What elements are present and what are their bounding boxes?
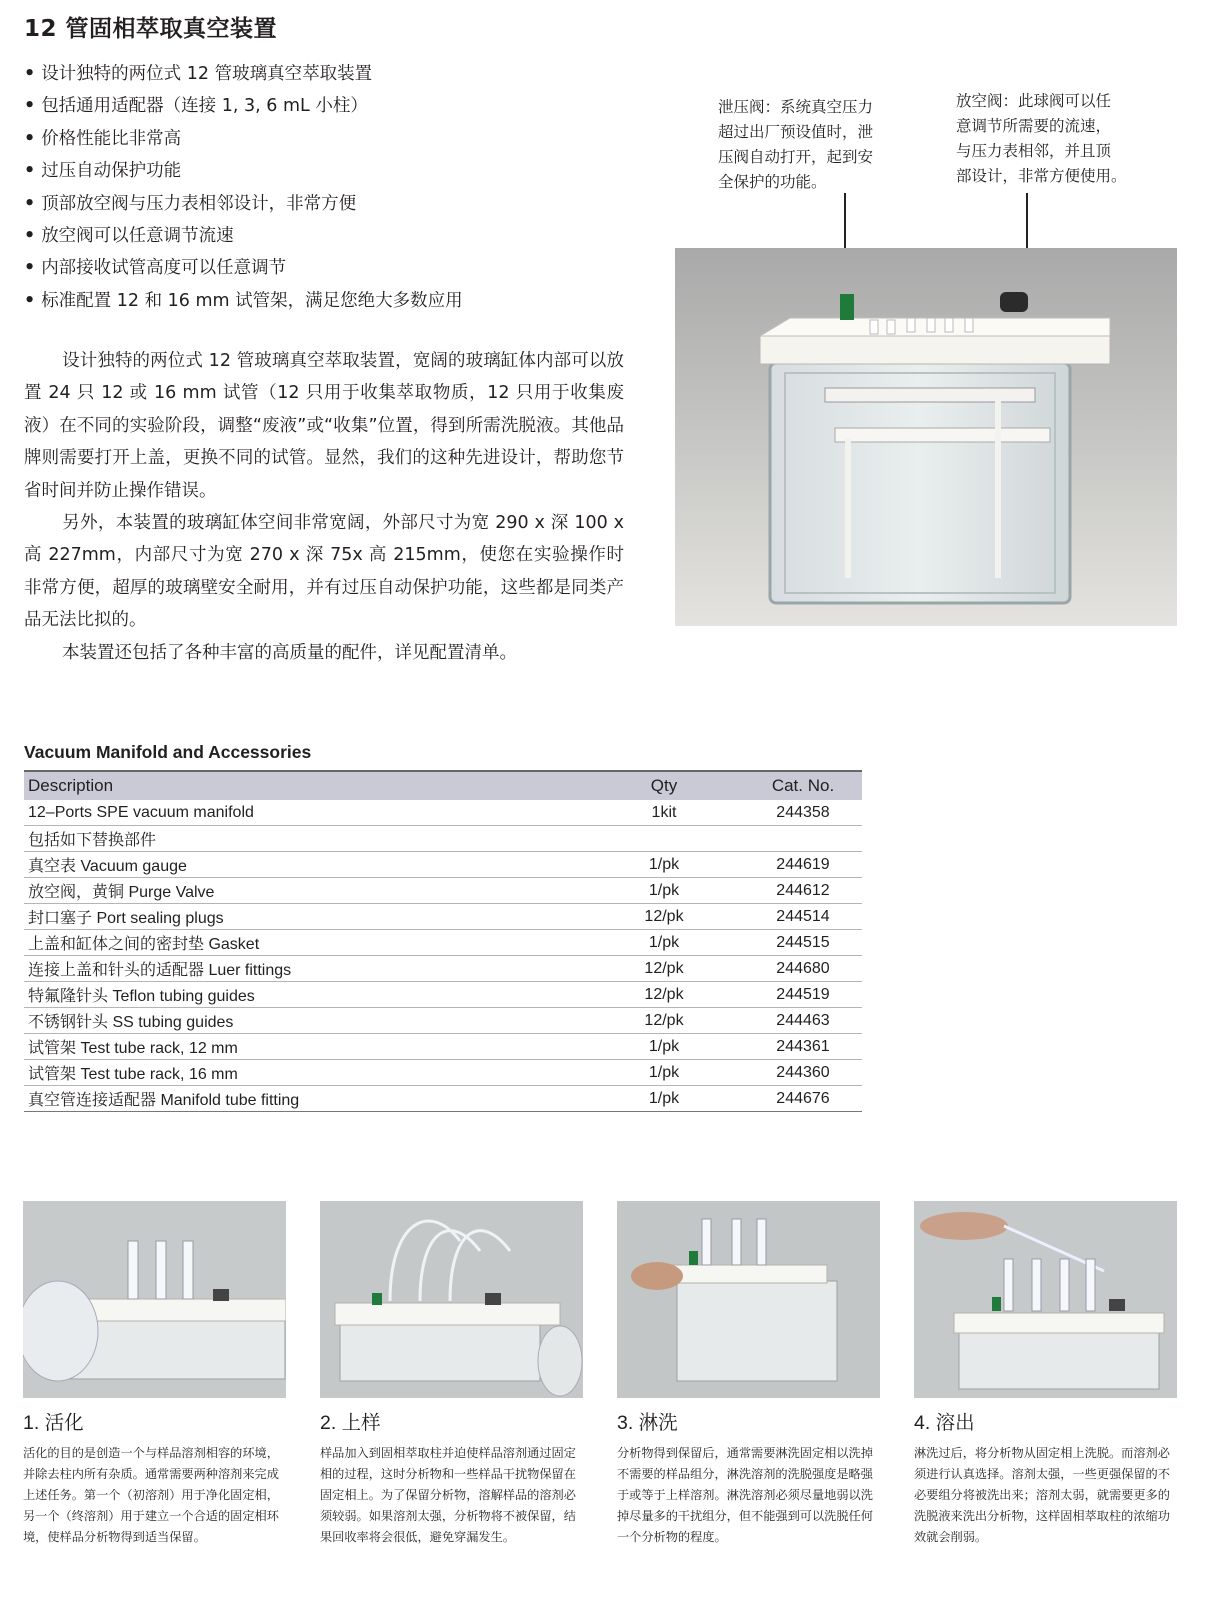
cell-desc: 不锈钢针头 SS tubing guides (24, 1008, 584, 1034)
cell-cat: 244676 (744, 1086, 862, 1112)
cell-desc: 连接上盖和针头的适配器 Luer fittings (24, 956, 584, 982)
feature-item: • 内部接收试管高度可以任意调节 (24, 252, 463, 284)
step-activation (23, 1407, 289, 1548)
cell-desc: 试管架 Test tube rack, 12 mm (24, 1034, 584, 1060)
cell-desc: 真空管连接适配器 Manifold tube fitting (24, 1086, 584, 1112)
callout-line: 超过出厂预设值时，泄 (718, 123, 874, 141)
step-line: 淋洗过后，将分析物从固定相上洗脱。而溶剂必 (914, 1446, 1170, 1460)
step-line: 不需要的样品组分，淋洗溶剂的洗脱强度是略强 (617, 1467, 873, 1481)
table-row (24, 1060, 862, 1086)
table-row (24, 956, 862, 982)
step-title: 2. 上样 (320, 1412, 381, 1434)
header-qty: Qty (584, 771, 744, 800)
step-photo-washing (617, 1201, 880, 1398)
cell-cat: 244519 (744, 982, 862, 1008)
cell-cat: 244514 (744, 904, 862, 930)
feature-item: • 价格性能比非常高 (24, 123, 463, 155)
cell-cat: 244680 (744, 956, 862, 982)
step-desc (320, 1443, 586, 1548)
table-row (24, 800, 862, 826)
table-row (24, 1086, 862, 1112)
feature-item: • 包括通用适配器（连接 1, 3, 6 mL 小柱） (24, 90, 463, 122)
step-line: 上述任务。第一个（初溶剂）用于净化固定相， (23, 1488, 279, 1502)
step-desc (914, 1443, 1180, 1548)
step-line: 境，使样品分析物得到适当保留。 (23, 1530, 206, 1544)
callout-line: 部设计，非常方便使用。 (956, 167, 1127, 185)
callout-line: 泄压阀：系统真空压力 (718, 98, 874, 116)
cell-qty: 1/pk (584, 1060, 744, 1086)
dimension-paragraph (24, 507, 624, 637)
cell-qty: 1/pk (584, 1034, 744, 1060)
table-row (24, 904, 862, 930)
relief-valve-callout (718, 95, 873, 195)
paragraph-text: 本装置还包括了各种丰富的高质量的配件，详见配置清单。 (62, 643, 517, 663)
feature-item: • 顶部放空阀与压力表相邻设计，非常方便 (24, 188, 463, 220)
step-line: 另一个（终溶剂）用于建立一个合适的固定相环 (23, 1509, 279, 1523)
accessory-note-paragraph (24, 637, 624, 669)
step-line: 效就会削弱。 (914, 1530, 988, 1544)
table-row (24, 852, 862, 878)
page-title: 12 管固相萃取真空装置 (24, 16, 278, 42)
step-desc (617, 1443, 883, 1548)
cell-qty (584, 826, 744, 852)
table-row (24, 878, 862, 904)
table-row (24, 1008, 862, 1034)
cell-cat (744, 826, 862, 852)
cell-cat: 244361 (744, 1034, 862, 1060)
step-photo-elution (914, 1201, 1177, 1398)
step-desc (23, 1443, 289, 1548)
cell-desc: 试管架 Test tube rack, 16 mm (24, 1060, 584, 1086)
cell-qty: 12/pk (584, 1008, 744, 1034)
table-title: Vacuum Manifold and Accessories (24, 742, 312, 762)
cell-cat: 244360 (744, 1060, 862, 1086)
paragraph-text: 另外，本装置的玻璃缸体空间非常宽阔，外部尺寸为宽 290 x 深 100 x 高 227mm，内部尺寸为宽 270 x 深 75x 高 215mm，使您在实验操作时非常方便，超厚的玻璃壁安全耐用，并有过压自动保护功能，这些都是同类产品无法比拟的。 (24, 513, 624, 631)
feature-list (24, 58, 463, 317)
cell-desc: 封口塞子 Port sealing plugs (24, 904, 584, 930)
cell-desc: 包括如下替换部件 (24, 826, 584, 852)
cell-cat: 244619 (744, 852, 862, 878)
step-title: 3. 淋洗 (617, 1412, 678, 1434)
feature-item: • 标准配置 12 和 16 mm 试管架，满足您绝大多数应用 (24, 285, 463, 317)
table-row (24, 982, 862, 1008)
step-line: 洗脱液来洗出分析物，这样固相萃取柱的浓缩功 (914, 1509, 1170, 1523)
manifold-photo (675, 248, 1177, 626)
step-line: 果回收率将会很低，避免穿漏发生。 (320, 1530, 515, 1544)
cell-qty: 1/pk (584, 930, 744, 956)
step-line: 样品加入到固相萃取柱并迫使样品溶剂通过固定 (320, 1446, 576, 1460)
cell-qty: 1kit (584, 800, 744, 826)
cell-qty: 1/pk (584, 852, 744, 878)
callout-line: 与压力表相邻，并且顶 (956, 142, 1112, 160)
step-line: 相的过程，这时分析物和一些样品干扰物保留在 (320, 1467, 576, 1481)
callout-line: 全保护的功能。 (718, 173, 827, 191)
cell-desc: 放空阀，黄铜 Purge Valve (24, 878, 584, 904)
cell-desc: 特氟隆针头 Teflon tubing guides (24, 982, 584, 1008)
step-washing (617, 1407, 883, 1548)
feature-item: • 放空阀可以任意调节流速 (24, 220, 463, 252)
cell-qty: 12/pk (584, 904, 744, 930)
step-line: 必要组分将被洗出来；溶剂太弱，就需要更多的 (914, 1488, 1170, 1502)
header-description: Description (24, 771, 584, 800)
cell-cat: 244612 (744, 878, 862, 904)
step-title: 4. 溶出 (914, 1412, 975, 1434)
header-cat-no: Cat. No. (744, 771, 862, 800)
step-line: 须较弱。如果溶剂太强，分析物将不被保留，结 (320, 1509, 576, 1523)
table-row (24, 930, 862, 956)
step-line: 活化的目的是创造一个与样品溶剂相容的环境， (23, 1446, 279, 1460)
purge-valve-callout (956, 89, 1127, 189)
cell-qty: 1/pk (584, 1086, 744, 1112)
table-row (24, 1034, 862, 1060)
cell-desc: 12–Ports SPE vacuum manifold (24, 800, 584, 826)
step-line: 于或等于上样溶剂。淋洗溶剂必须尽量地弱以洗 (617, 1488, 873, 1502)
cell-cat: 244515 (744, 930, 862, 956)
step-line: 掉尽量多的干扰组分，但不能强到可以洗脱任何 (617, 1509, 873, 1523)
paragraph-text: 设计独特的两位式 12 管玻璃真空萃取装置，宽阔的玻璃缸体内部可以放置 24 只 12 或 16 mm 试管（12 只用于收集萃取物质，12 只用于收集废液）在不同的实验阶段，调整“废液”或“收集”位置，得到所需洗脱液。其他品牌则需要打开上盖，更换不同的试管。显然，我们的这种先进设计，帮助您节省时间并防止操作错误。 (24, 351, 624, 501)
callout-line: 意调节所需要的流速， (956, 117, 1112, 135)
cell-cat: 244463 (744, 1008, 862, 1034)
cell-qty: 12/pk (584, 956, 744, 982)
cell-desc: 上盖和缸体之间的密封垫 Gasket (24, 930, 584, 956)
intro-paragraph (24, 345, 624, 507)
callout-line: 压阀自动打开，起到安 (718, 148, 874, 166)
step-line: 固定相上。为了保留分析物，溶解样品的溶剂必 (320, 1488, 576, 1502)
table-header-row (24, 771, 862, 800)
step-line: 分析物得到保留后，通常需要淋洗固定相以洗掉 (617, 1446, 873, 1460)
step-loading (320, 1407, 586, 1548)
callout-line: 放空阀：此球阀可以任 (956, 92, 1112, 110)
step-line: 一个分析物的程度。 (617, 1530, 727, 1544)
step-elution (914, 1407, 1180, 1548)
step-photo-activation (23, 1201, 286, 1398)
table-row (24, 826, 862, 852)
step-line: 并除去柱内所有杂质。通常需要两种溶剂来完成 (23, 1467, 279, 1481)
feature-item: • 过压自动保护功能 (24, 155, 463, 187)
accessories-table (24, 770, 862, 1112)
cell-qty: 12/pk (584, 982, 744, 1008)
step-title: 1. 活化 (23, 1412, 84, 1434)
feature-item: • 设计独特的两位式 12 管玻璃真空萃取装置 (24, 58, 463, 90)
cell-qty: 1/pk (584, 878, 744, 904)
cell-cat: 244358 (744, 800, 862, 826)
cell-desc: 真空表 Vacuum gauge (24, 852, 584, 878)
step-photo-loading (320, 1201, 583, 1398)
step-line: 须进行认真选择。溶剂太强，一些更强保留的不 (914, 1467, 1170, 1481)
